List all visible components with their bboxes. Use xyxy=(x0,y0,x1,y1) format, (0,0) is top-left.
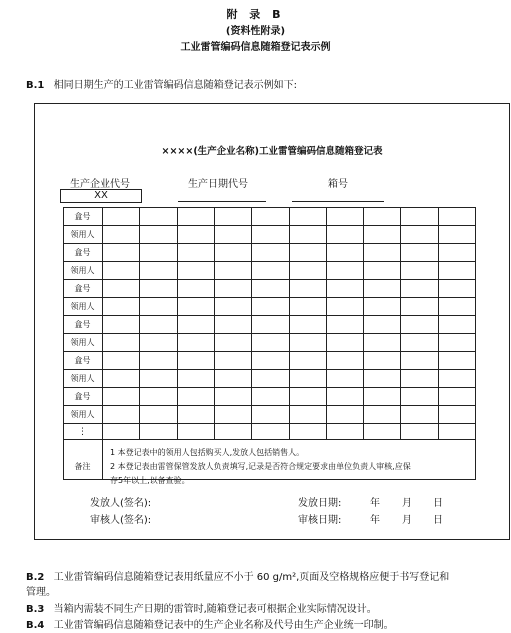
appendix-note: (资料性附录) xyxy=(225,26,286,37)
table-row-line xyxy=(63,261,475,262)
table-row-line xyxy=(63,351,475,352)
appendix-heading: 附 录 B xyxy=(226,8,285,21)
table-row-line xyxy=(63,333,475,334)
section-b4-num: B.4 xyxy=(26,620,45,631)
row-label-box-no: 盒号 xyxy=(74,392,91,401)
box-no-underline xyxy=(292,201,384,202)
section-b3-num: B.3 xyxy=(26,604,45,615)
section-b2-text: 工业雷管编码信息随箱登记表用纸量应不小于 60 g/m²,页面及空格规格应便于书写登记和 xyxy=(53,572,450,583)
review-day: 日 xyxy=(433,515,443,526)
remark-line-3: 存5年以上,以备查验。 xyxy=(110,476,190,485)
row-label-recipient: 领用人 xyxy=(70,230,95,239)
table-col-line xyxy=(102,207,103,479)
row-label-recipient: 领用人 xyxy=(70,266,95,275)
table-row-line xyxy=(63,439,475,440)
date-code-label: 生产日期代号 xyxy=(188,179,248,190)
remarks-label: 备注 xyxy=(74,462,91,471)
table-row-line xyxy=(63,369,475,370)
form-title: ××××(生产企业名称)工业雷管编码信息随箱登记表 xyxy=(161,146,383,157)
row-label-recipient: 领用人 xyxy=(70,374,95,383)
review-date-label: 审核日期: xyxy=(298,515,342,526)
date-code-underline xyxy=(178,201,266,202)
appendix-title: 工业雷管编码信息随箱登记表示例 xyxy=(180,42,331,53)
section-b2-num: B.2 xyxy=(26,572,45,583)
table-col-line xyxy=(289,207,290,439)
producer-code-value: XX xyxy=(60,189,142,203)
section-b1-text: 相同日期生产的工业雷管编码信息随箱登记表示例如下: xyxy=(53,80,297,91)
table-col-line xyxy=(363,207,364,439)
table-border-top xyxy=(63,207,475,208)
section-b4 xyxy=(26,619,394,633)
table-row-line xyxy=(63,405,475,406)
table-col-line xyxy=(139,207,140,439)
producer-code-label: 生产企业代号 xyxy=(70,179,130,190)
row-label-box-no: 盒号 xyxy=(74,248,91,257)
section-b4-text: 工业雷管编码信息随箱登记表中的生产企业名称及代号由生产企业统一印制。 xyxy=(53,620,394,631)
remark-line-2: 2 本登记表由雷管保管发放人负责填写,记录是否符合规定要求由单位负责人审核,应保 xyxy=(110,462,411,471)
row-label-box-no: 盒号 xyxy=(74,356,91,365)
ellipsis-label: ⋮ xyxy=(78,427,87,437)
issue-date-label: 发放日期: xyxy=(298,498,342,509)
table-row-line xyxy=(63,279,475,280)
section-b2-cont: 管理。 xyxy=(26,587,56,598)
section-b3-text: 当箱内需装不同生产日期的雷管时,随箱登记表可根据企业实际情况设计。 xyxy=(53,604,377,615)
section-b1-num: B.1 xyxy=(26,80,45,91)
row-label-recipient: 领用人 xyxy=(70,410,95,419)
table-row-line xyxy=(63,423,475,424)
row-label-box-no: 盒号 xyxy=(74,284,91,293)
section-b3 xyxy=(26,603,377,617)
table-border-right xyxy=(475,207,476,480)
row-label-box-no: 盒号 xyxy=(74,212,91,221)
issue-month: 月 xyxy=(402,498,412,509)
section-b2 xyxy=(26,571,506,585)
reviewer-sign-label: 审核人(签名): xyxy=(90,515,152,526)
issue-day: 日 xyxy=(433,498,443,509)
remarks-text xyxy=(110,446,475,488)
table-col-line xyxy=(326,207,327,439)
table-col-line xyxy=(438,207,439,439)
table-col-line xyxy=(400,207,401,439)
table-col-line xyxy=(214,207,215,439)
registration-table xyxy=(63,207,475,479)
review-year: 年 xyxy=(370,515,380,526)
table-row-line xyxy=(63,315,475,316)
remark-line-1: 1 本登记表中的领用人包括购买人,发放人包括销售人。 xyxy=(110,448,305,457)
review-month: 月 xyxy=(402,515,412,526)
table-row-line xyxy=(63,243,475,244)
box-no-label: 箱号 xyxy=(328,179,348,190)
table-row-line xyxy=(63,297,475,298)
table-row-line xyxy=(63,387,475,388)
issuer-sign-label: 发放人(签名): xyxy=(90,498,152,509)
section-b1 xyxy=(26,79,297,93)
table-col-line xyxy=(251,207,252,439)
row-label-box-no: 盒号 xyxy=(74,320,91,329)
table-row-line xyxy=(63,225,475,226)
row-label-recipient: 领用人 xyxy=(70,302,95,311)
issue-year: 年 xyxy=(370,498,380,509)
table-col-line xyxy=(177,207,178,439)
row-label-recipient: 领用人 xyxy=(70,338,95,347)
